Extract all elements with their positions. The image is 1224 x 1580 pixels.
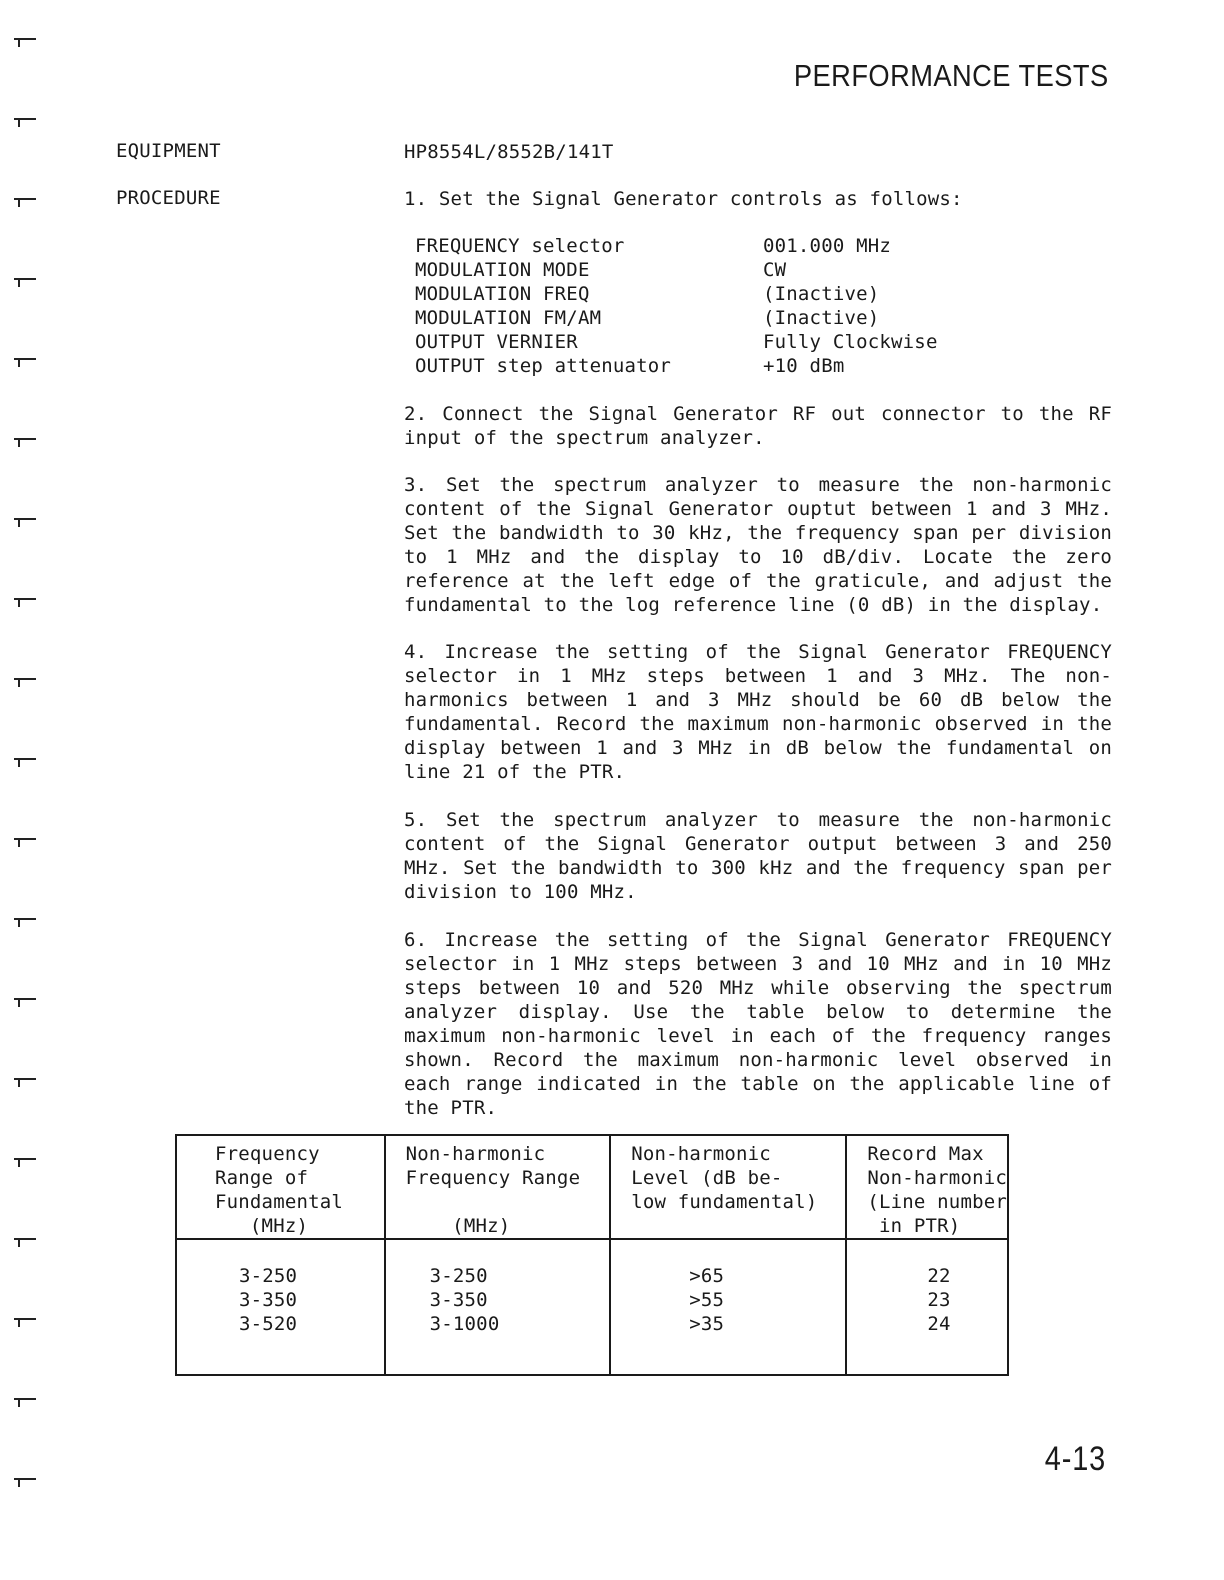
- binding-tick: [14, 998, 36, 1000]
- binding-tick: [14, 758, 36, 760]
- header-line: Record Max: [867, 1143, 984, 1165]
- settings-row: [415, 306, 938, 330]
- cell-value: 3-250: [429, 1265, 488, 1287]
- settings-row: [415, 282, 938, 306]
- table-cell: [610, 1239, 846, 1375]
- header-line: Range of: [215, 1167, 309, 1189]
- header-line: Non-harmonic: [405, 1143, 546, 1165]
- table-cell: [385, 1239, 611, 1375]
- header-line: Frequency Range: [405, 1167, 581, 1189]
- procedure-step-1: 1. Set the Signal Generator controls as follows:: [404, 188, 963, 210]
- settings-row: [415, 354, 938, 378]
- binding-tick: [14, 358, 36, 360]
- cell-value: 22: [927, 1265, 951, 1287]
- table-header-row: [176, 1135, 1008, 1239]
- binding-tick: [14, 278, 36, 280]
- settings-list: [415, 234, 938, 378]
- cell-value: >35: [689, 1313, 725, 1335]
- setting-value: (Inactive): [763, 283, 880, 305]
- binding-tick: [14, 1238, 36, 1240]
- table-cell: [846, 1239, 1008, 1375]
- header-line: (MHz): [215, 1215, 309, 1237]
- header-line: Frequency: [215, 1143, 320, 1165]
- cell-value: 23: [927, 1289, 951, 1311]
- binding-tick: [14, 518, 36, 520]
- header-line: Level (dB be-: [631, 1167, 783, 1189]
- setting-control: OUTPUT step attenuator: [415, 355, 672, 377]
- table-header-cell: [610, 1135, 846, 1239]
- binding-tick: [14, 1318, 36, 1320]
- binding-tick: [14, 38, 36, 40]
- binding-tick: [14, 198, 36, 200]
- cell-value: 3-520: [239, 1313, 298, 1335]
- binding-tick: [14, 1478, 36, 1480]
- binding-tick: [14, 1158, 36, 1160]
- header-line: Non-harmonic: [631, 1143, 771, 1165]
- setting-control: FREQUENCY selector: [415, 235, 625, 257]
- table-cell: [176, 1239, 385, 1375]
- setting-control: MODULATION FM/AM: [415, 307, 602, 329]
- binding-tick: [14, 838, 36, 840]
- binding-tick: [14, 598, 36, 600]
- cell-value: 3-250: [239, 1265, 298, 1287]
- setting-control: MODULATION MODE: [415, 259, 590, 281]
- binding-tick: [14, 1398, 36, 1400]
- table-header-cell: [385, 1135, 611, 1239]
- table-header-cell: [846, 1135, 1008, 1239]
- page-title: PERFORMANCE TESTS: [794, 58, 1109, 93]
- procedure-label: PROCEDURE: [116, 187, 221, 209]
- cell-value: >65: [689, 1265, 725, 1287]
- cell-value: 3-350: [429, 1289, 488, 1311]
- cell-value: 24: [927, 1313, 951, 1335]
- header-line: low fundamental): [631, 1191, 818, 1213]
- header-line: (Line number: [867, 1191, 1007, 1213]
- page-number: 4-13: [1044, 1440, 1106, 1478]
- procedure-step-4: 4. Increase the setting of the Signal Generator FREQUENCY selector in 1 MHz steps between 1 and 3 MHz. The non-harmonics between 1 and 3 MHz should be 60 dB below the fundamental. Record the maximum non-harmonic observed in the display between 1 and 3 MHz in dB below the fundamental on line 21 of the PTR.: [404, 641, 1112, 783]
- setting-value: (Inactive): [763, 307, 880, 329]
- setting-value: Fully Clockwise: [763, 331, 938, 353]
- binding-tick: [14, 1078, 36, 1080]
- table-body-row: [176, 1239, 1008, 1375]
- settings-row: [415, 330, 938, 354]
- binding-tick: [14, 918, 36, 920]
- non-harmonic-table: [175, 1134, 1009, 1376]
- binding-tick: [14, 678, 36, 680]
- settings-row: [415, 234, 938, 258]
- binding-tick: [14, 438, 36, 440]
- cell-value: >55: [689, 1289, 725, 1311]
- setting-value: 001.000 MHz: [763, 235, 892, 257]
- equipment-value: HP8554L/8552B/141T: [404, 141, 614, 163]
- header-line: [406, 1190, 610, 1214]
- procedure-step-6: 6. Increase the setting of the Signal Generator FREQUENCY selector in 1 MHz steps between 3 and 10 MHz and in 10 MHz steps between 10 and 520 MHz while observing the spectrum analyzer display. Use the table below to determine the maximum non-harmonic level in each of the frequency ranges shown. Record the maximum non-harmonic level observed in each range indicated in the table on the applicable line of the PTR.: [404, 929, 1112, 1119]
- header-line: in PTR): [867, 1215, 961, 1237]
- setting-control: OUTPUT VERNIER: [415, 331, 578, 353]
- setting-control: MODULATION FREQ: [415, 283, 590, 305]
- cell-value: 3-350: [239, 1289, 298, 1311]
- setting-value: +10 dBm: [763, 355, 845, 377]
- header-line: Non-harmonic: [867, 1167, 1007, 1189]
- cell-value: 3-1000: [429, 1313, 500, 1335]
- procedure-step-5: 5. Set the spectrum analyzer to measure the non-harmonic content of the Signal Generator output between 3 and 250 MHz. Set the bandwidth to 300 kHz and the frequency span per division to 100 MHz.: [404, 809, 1112, 903]
- header-line: (MHz): [405, 1215, 511, 1237]
- binding-tick: [14, 118, 36, 120]
- table-header-cell: [176, 1135, 385, 1239]
- procedure-step-2: 2. Connect the Signal Generator RF out connector to the RF input of the spectrum analyzer.: [404, 403, 1112, 449]
- setting-value: CW: [763, 259, 787, 281]
- settings-row: [415, 258, 938, 282]
- procedure-step-3: 3. Set the spectrum analyzer to measure the non-harmonic content of the Signal Generator ouptut between 1 and 3 MHz. Set the bandwidth to 30 kHz, the frequency span per division to 1 MHz and the display to 10 dB/div. Locate the zero reference at the left edge of the graticule, and adjust the fundamental to the log reference line (0 dB) in the display.: [404, 474, 1112, 616]
- equipment-label: EQUIPMENT: [116, 140, 221, 162]
- header-line: Fundamental: [215, 1191, 344, 1213]
